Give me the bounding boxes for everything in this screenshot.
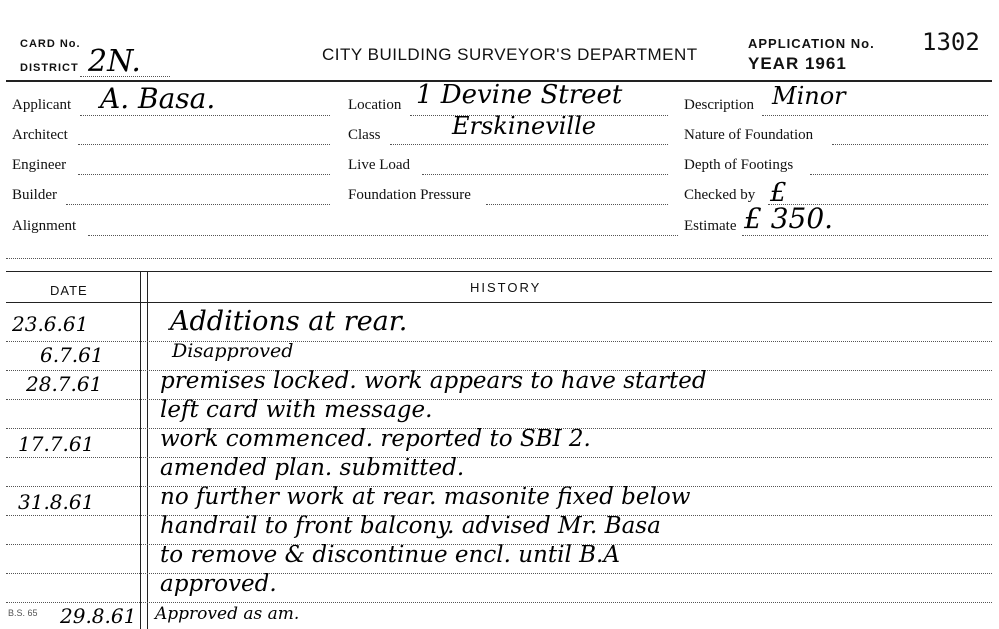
history-top-rule — [6, 271, 992, 272]
engineer-line — [78, 174, 330, 175]
history-line — [6, 602, 992, 603]
history-date: 28.7.61 — [26, 372, 103, 396]
estimate-value: £ 350. — [744, 202, 834, 235]
applicant-label: Applicant — [12, 97, 72, 113]
class-label: Class — [348, 127, 381, 143]
history-date: 23.6.61 — [12, 312, 89, 336]
nature-label: Nature of Foundation — [684, 127, 814, 143]
form-code: B.S. 65 — [8, 608, 38, 618]
live-load-line — [422, 174, 668, 175]
architect-line — [78, 144, 330, 145]
history-date: 31.8.61 — [18, 490, 95, 514]
history-text: Disapproved — [172, 340, 294, 362]
applicant-value: A. Basa. — [100, 82, 216, 115]
class-line — [390, 144, 668, 145]
district-value: 2N. — [88, 44, 141, 79]
engineer-label: Engineer — [12, 157, 67, 173]
separator-dots — [6, 258, 992, 259]
history-text: Additions at rear. — [170, 306, 408, 337]
estimate-label: Estimate — [684, 218, 737, 234]
location-label: Location — [348, 97, 402, 113]
description-label: Description — [684, 97, 754, 113]
history-column-divider — [147, 271, 148, 629]
history-date: 6.7.61 — [40, 343, 104, 367]
history-line — [6, 341, 992, 342]
checked-label: Checked by — [684, 187, 756, 203]
history-text: approved. — [160, 571, 277, 597]
history-date: 29.8.61 — [60, 604, 137, 628]
department-title: CITY BUILDING SURVEYOR'S DEPARTMENT — [322, 45, 698, 64]
depth-label: Depth of Footings — [684, 157, 794, 173]
history-date: 17.7.61 — [18, 432, 95, 456]
builder-line — [66, 204, 330, 205]
history-line — [6, 399, 992, 400]
history-text: work commenced. reported to SBI 2. — [160, 426, 591, 452]
date-column-divider — [140, 271, 141, 629]
card-no-label: CARD No. — [20, 38, 81, 50]
date-header: DATE — [50, 283, 88, 298]
history-text: left card with message. — [160, 397, 433, 423]
application-no-value: 1302 — [922, 28, 980, 56]
history-header-rule — [6, 302, 992, 303]
history-text: amended plan. submitted. — [160, 455, 465, 481]
alignment-line — [88, 235, 678, 236]
history-text: no further work at rear. masonite fixed below — [160, 484, 691, 510]
description-line — [762, 115, 988, 116]
history-line — [6, 457, 992, 458]
history-header: HISTORY — [470, 280, 542, 295]
depth-line — [810, 174, 988, 175]
class-value: Erskineville — [452, 112, 596, 140]
application-no-label: APPLICATION No. — [748, 36, 875, 51]
location-value: 1 Devine Street — [416, 80, 623, 110]
district-label: DISTRICT — [20, 62, 79, 74]
live-load-label: Live Load — [348, 157, 411, 173]
nature-line — [832, 144, 988, 145]
district-line — [80, 76, 170, 77]
history-text: to remove & discontinue encl. until B.A — [160, 542, 620, 568]
checked-value: £ — [770, 178, 787, 208]
applicant-line — [80, 115, 330, 116]
history-text: premises locked. work appears to have started — [160, 368, 707, 394]
description-value: Minor — [772, 82, 846, 110]
history-line — [6, 573, 992, 574]
foundation-pressure-label: Foundation Pressure — [348, 187, 471, 203]
year-label: YEAR 1961 — [748, 54, 847, 73]
architect-label: Architect — [12, 127, 68, 143]
history-text: Approved as am. — [155, 604, 300, 624]
history-text: handrail to front balcony. advised Mr. Basa — [160, 513, 661, 539]
alignment-label: Alignment — [12, 218, 77, 234]
foundation-pressure-line — [486, 204, 668, 205]
builder-label: Builder — [12, 187, 57, 203]
estimate-line — [742, 235, 988, 236]
